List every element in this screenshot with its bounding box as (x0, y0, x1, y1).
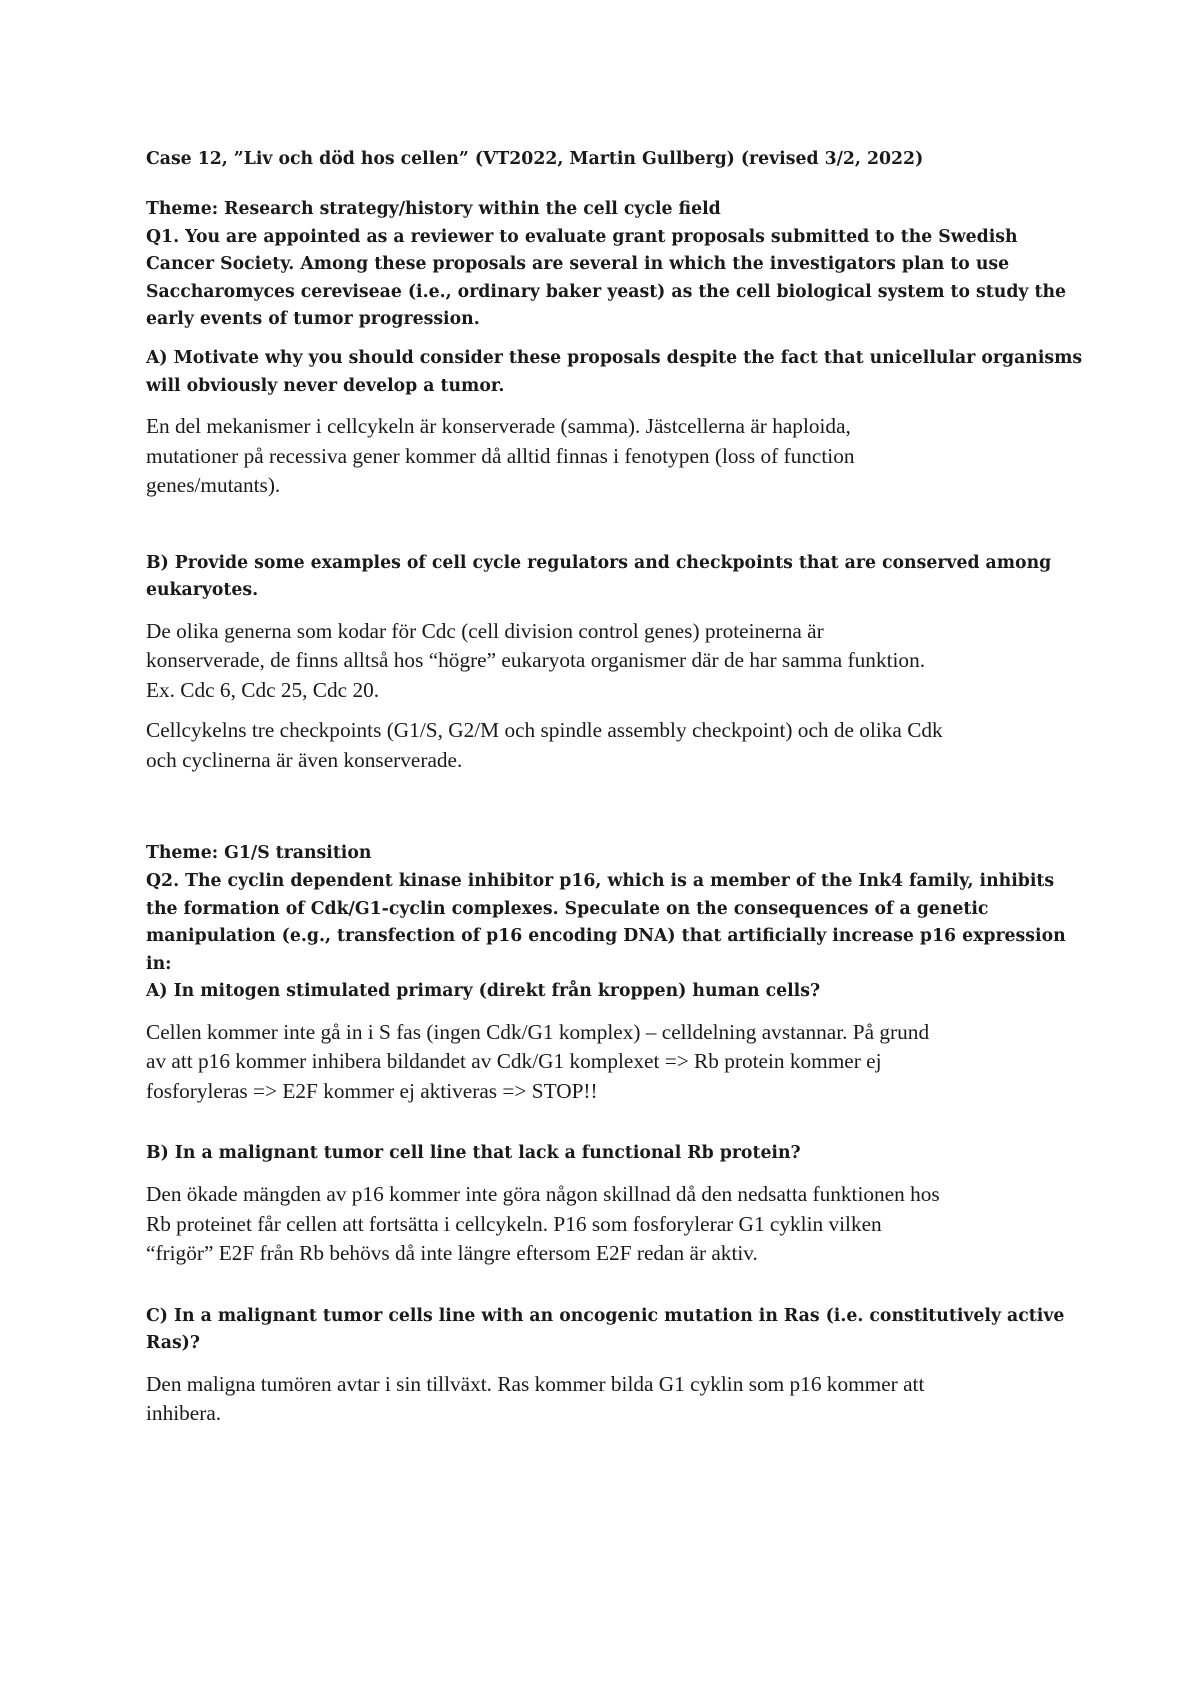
q1b-question (146, 550, 1076, 605)
theme-2-heading: Theme: G1/S transition (146, 843, 372, 864)
q2c-line: Ras)? (146, 1333, 200, 1354)
a2b-line: “frigör” E2F från Rb behövs då inte längre eftersom E2F redan är aktiv. (146, 1241, 758, 1265)
q2c-answer (146, 1370, 1076, 1429)
q2c-question (146, 1303, 1076, 1358)
q2b-line: B) In a malignant tumor cell line that lack a functional Rb protein? (146, 1143, 801, 1164)
a2c-line: Den maligna tumören avtar i sin tillväxt. Ras kommer bilda G1 cyklin som p16 kommer att (146, 1371, 925, 1396)
a1b2-line: och cyclinerna är även konserverade. (146, 747, 463, 772)
q1-line: Saccharomyces cereviseae (i.e., ordinary baker yeast) as the cell biological system to study the (146, 281, 1067, 302)
q1b-answer-2 (146, 716, 1076, 775)
a2a-line: Cellen kommer inte gå in i S fas (ingen Cdk/G1 komplex) – celldelning avstannar. På grund (146, 1019, 930, 1044)
q1b-answer-1 (146, 617, 1076, 706)
q1-line: Cancer Society. Among these proposals are several in which the investigators plan to use (146, 254, 1010, 275)
q2b-answer (146, 1180, 1076, 1269)
q1-line: Q1. You are appointed as a reviewer to evaluate grant proposals submitted to the Swedish (146, 226, 1018, 247)
a1b1-line: konserverade, de finns alltså hos “högre” eukaryota organismer där de har samma funktion. (146, 648, 926, 673)
q2a-answer (146, 1018, 1076, 1107)
a2c-line: inhibera. (146, 1401, 222, 1426)
a1b1-line: De olika generna som kodar för Cdc (cell division control genes) proteinerna är (146, 618, 824, 643)
q1-line: early events of tumor progression. (146, 309, 480, 330)
q1a-line: will obviously never develop a tumor. (146, 375, 505, 396)
a2a-line: fosforyleras => E2F kommer ej aktiveras => STOP!! (146, 1078, 598, 1103)
q2-line: in: (146, 953, 172, 974)
q2-line: the formation of Cdk/G1-cyclin complexes. Speculate on the consequences of a genetic (146, 898, 989, 919)
a1a-line: genes/mutants). (146, 473, 281, 498)
theme-2-block (146, 840, 1076, 1006)
q2b-question (146, 1140, 1076, 1168)
a2b-line: Den ökade mängden av p16 kommer inte göra någon skillnad då den nedsatta funktionen hos (146, 1182, 940, 1206)
q2a-question: A) In mitogen stimulated primary (direkt från kroppen) human cells? (146, 981, 821, 1002)
document-title: Case 12, ”Liv och död hos cellen” (VT2022, Martin Gullberg) (revised 3/2, 2022) (146, 149, 924, 169)
a1a-line: mutationer på recessiva gener kommer då alltid finnas i fenotypen (loss of function (146, 443, 855, 468)
theme-1-block (146, 196, 1076, 334)
a1b1-line: Ex. Cdc 6, Cdc 25, Cdc 20. (146, 677, 380, 702)
q2-line: manipulation (e.g., transfection of p16 encoding DNA) that artificially increase p16 expression (146, 926, 1066, 947)
q2c-line: C) In a malignant tumor cells line with an oncogenic mutation in Ras (i.e. constitutively active (146, 1305, 1065, 1326)
q1a-question (146, 345, 1083, 400)
q1b-line: B) Provide some examples of cell cycle regulators and checkpoints that are conserved among (146, 552, 1052, 573)
q2-line: Q2. The cyclin dependent kinase inhibitor p16, which is a member of the Ink4 family, inhibits (146, 870, 1055, 891)
document-page (146, 146, 1083, 1429)
a2a-line: av att p16 kommer inhibera bildandet av Cdk/G1 komplexet => Rb protein kommer ej (146, 1049, 882, 1074)
a1b2-line: Cellcykelns tre checkpoints (G1/S, G2/M och spindle assembly checkpoint) och de olika Cdk (146, 718, 943, 743)
q1a-line: A) Motivate why you should consider these proposals despite the fact that unicellular organisms (146, 347, 1083, 368)
theme-1-heading: Theme: Research strategy/history within the cell cycle field (146, 199, 721, 219)
q1b-line: eukaryotes. (146, 580, 259, 601)
q1a-answer (146, 412, 1076, 501)
a2b-line: Rb proteinet får cellen att fortsätta i cellcykeln. P16 som fosforylerar G1 cyklin vilken (146, 1211, 882, 1236)
a1a-line: En del mekanismer i cellcykeln är konserverade (samma). Jästcellerna är haploida, (146, 414, 851, 439)
